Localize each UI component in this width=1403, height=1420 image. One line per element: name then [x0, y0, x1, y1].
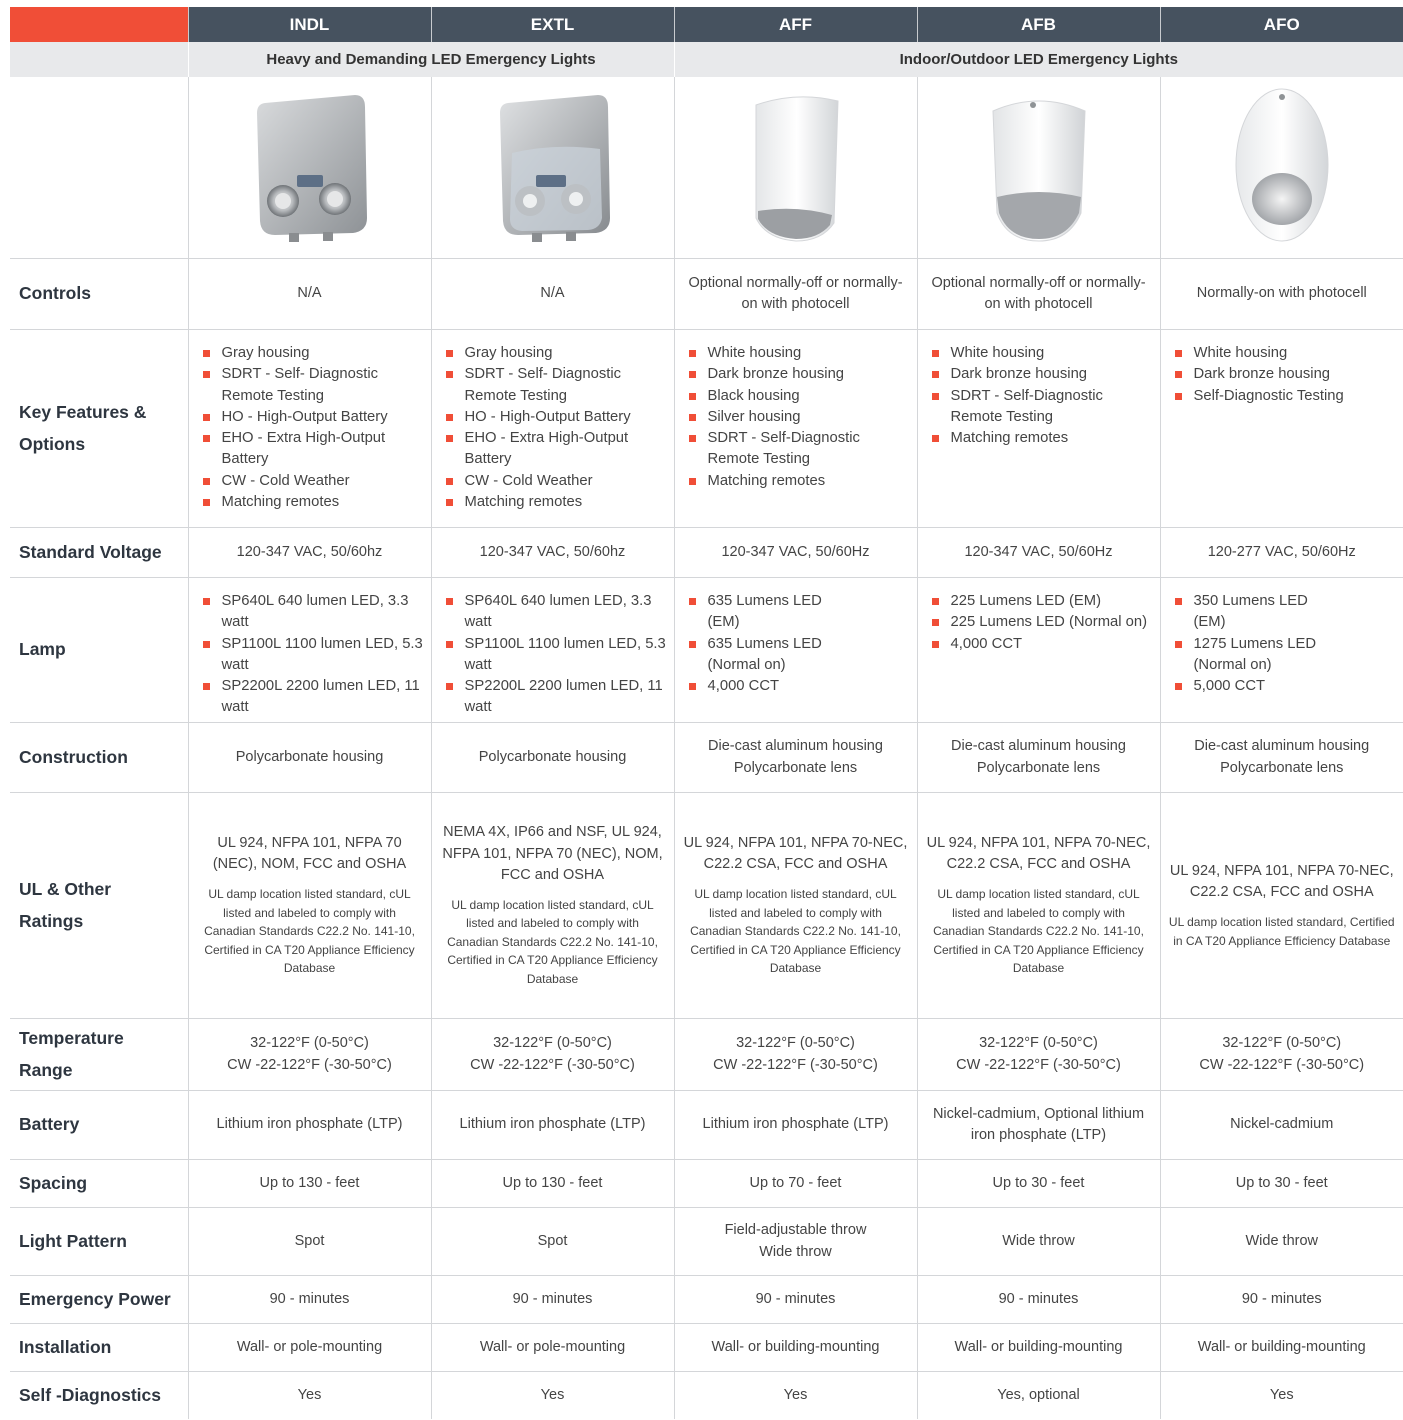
afo-fixture-image	[1160, 77, 1403, 259]
column-header-extl: EXTL	[431, 7, 674, 42]
ratings-note: UL damp location listed standard, cUL listed and labeled to comply with Canadian Standards C22.2 No. 141-10, Certified in CA T20 Appliance Efficiency Database	[690, 887, 901, 976]
list-item: SP2200L 2200 lumen LED, 11 watt	[202, 676, 425, 719]
column-header-afo: AFO	[1160, 7, 1403, 42]
row-temperature	[10, 1019, 1403, 1091]
row-label-installation: Installation	[10, 1324, 188, 1372]
diagnostics-extl: Yes	[431, 1372, 674, 1419]
ratings-indl	[188, 793, 431, 1019]
group-row	[10, 42, 1403, 77]
list-item: 1275 Lumens LED (Normal on)	[1174, 634, 1344, 677]
row-label-pattern: Light Pattern	[10, 1208, 188, 1276]
row-pattern	[10, 1208, 1403, 1276]
lamp-afo	[1160, 578, 1403, 723]
list-item: White housing	[931, 343, 1154, 364]
installation-extl: Wall- or pole-mounting	[431, 1324, 674, 1372]
row-spacing	[10, 1160, 1403, 1208]
ratings-aff	[674, 793, 917, 1019]
controls-indl: N/A	[188, 259, 431, 330]
controls-aff-text: Optional normally-off or normally-on with photocell	[688, 274, 903, 312]
list-item: SDRT - Self-Diagnostic Remote Testing	[688, 428, 911, 471]
list-item: 635 Lumens LED (EM)	[688, 591, 838, 634]
battery-indl: Lithium iron phosphate (LTP)	[188, 1091, 431, 1160]
list-item: HO - High-Output Battery	[202, 407, 425, 428]
construction-line: Die-cast aluminum housing	[1194, 738, 1370, 755]
lamp-indl	[188, 578, 431, 723]
temperature-extl	[431, 1019, 674, 1091]
spacing-indl: Up to 130 - feet	[188, 1160, 431, 1208]
ratings-note: UL damp location listed standard, cUL listed and labeled to comply with Canadian Standards C22.2 No. 141-10, Certified in CA T20 Appliance Efficiency Database	[447, 897, 658, 986]
battery-afo: Nickel-cadmium	[1160, 1091, 1403, 1160]
construction-aff	[674, 723, 917, 793]
installation-aff: Wall- or building-mounting	[674, 1324, 917, 1372]
temperature-aff	[674, 1019, 917, 1091]
list-item: 350 Lumens LED (EM)	[1174, 591, 1344, 634]
list-item: 225 Lumens LED (Normal on)	[931, 612, 1154, 633]
temperature-line: 32-122°F (0-50°C)	[250, 1035, 369, 1052]
temperature-line: CW -22-122°F (-30-50°C)	[1199, 1056, 1365, 1073]
list-item: 4,000 CCT	[688, 676, 838, 697]
list-item: SDRT - Self- Diagnostic Remote Testing	[202, 364, 425, 407]
installation-afo: Wall- or building-mounting	[1160, 1324, 1403, 1372]
features-indl	[188, 330, 431, 528]
voltage-indl: 120-347 VAC, 50/60hz	[188, 528, 431, 578]
list-item: SP640L 640 lumen LED, 3.3 watt	[445, 591, 668, 634]
construction-afb	[917, 723, 1160, 793]
row-label-controls: Controls	[10, 259, 188, 330]
battery-afb-text: Nickel-cadmium, Optional lithium iron phosphate (LTP)	[932, 1105, 1145, 1143]
row-lamp	[10, 578, 1403, 723]
temperature-line: CW -22-122°F (-30-50°C)	[470, 1056, 635, 1073]
voltage-afb: 120-347 VAC, 50/60Hz	[917, 528, 1160, 578]
features-afo	[1160, 330, 1403, 528]
afb-fixture-image	[917, 77, 1160, 259]
ratings-main: NEMA 4X, IP66 and NSF, UL 924, NFPA 101, NFPA 70 (NEC), NOM, FCC and OSHA	[442, 824, 663, 883]
ratings-afb	[917, 793, 1160, 1019]
extl-fixture-image	[431, 77, 674, 259]
list-item: White housing	[688, 343, 911, 364]
row-label-ratings: UL & Other Ratings	[10, 793, 188, 1019]
ratings-afo	[1160, 793, 1403, 1019]
list-item: SP640L 640 lumen LED, 3.3 watt	[202, 591, 425, 634]
list-item: Matching remotes	[445, 492, 668, 513]
installation-indl: Wall- or pole-mounting	[188, 1324, 431, 1372]
list-item: Matching remotes	[202, 492, 425, 513]
ratings-note: UL damp location listed standard, cUL listed and labeled to comply with Canadian Standards C22.2 No. 141-10, Certified in CA T20 Appliance Efficiency Database	[933, 887, 1144, 976]
controls-aff	[674, 259, 917, 330]
list-item: CW - Cold Weather	[202, 471, 425, 492]
pattern-indl	[188, 1208, 431, 1276]
diagnostics-indl: Yes	[188, 1372, 431, 1419]
group-blank-cell	[10, 42, 188, 77]
features-label-line1: Key Features &	[19, 402, 147, 422]
construction-line: Polycarbonate lens	[733, 759, 858, 776]
ratings-main: UL 924, NFPA 101, NFPA 70-NEC, C22.2 CSA, FCC and OSHA	[683, 835, 908, 873]
voltage-aff: 120-347 VAC, 50/60Hz	[674, 528, 917, 578]
construction-line: Polycarbonate housing	[478, 748, 627, 765]
construction-line: Polycarbonate lens	[1220, 759, 1344, 776]
power-afo: 90 - minutes	[1160, 1276, 1403, 1324]
row-battery	[10, 1091, 1403, 1160]
spacing-afo: Up to 30 - feet	[1160, 1160, 1403, 1208]
list-item: SDRT - Self-Diagnostic Remote Testing	[931, 386, 1154, 429]
row-label-temperature: Temperature Range	[10, 1019, 188, 1091]
product-comparison-table	[10, 7, 1403, 1419]
list-item: Gray housing	[202, 343, 425, 364]
features-afb	[917, 330, 1160, 528]
power-afb: 90 - minutes	[917, 1276, 1160, 1324]
features-extl	[431, 330, 674, 528]
header-row	[10, 7, 1403, 42]
group-label-indoor-outdoor: Indoor/Outdoor LED Emergency Lights	[674, 42, 1403, 77]
list-item: Matching remotes	[931, 428, 1154, 449]
power-aff: 90 - minutes	[674, 1276, 917, 1324]
diagnostics-aff: Yes	[674, 1372, 917, 1419]
list-item: 635 Lumens LED (Normal on)	[688, 634, 838, 677]
diagnostics-afb: Yes, optional	[917, 1372, 1160, 1419]
battery-afb	[917, 1091, 1160, 1160]
list-item: SP2200L 2200 lumen LED, 11 watt	[445, 676, 668, 719]
column-header-aff: AFF	[674, 7, 917, 42]
voltage-extl: 120-347 VAC, 50/60hz	[431, 528, 674, 578]
battery-aff: Lithium iron phosphate (LTP)	[674, 1091, 917, 1160]
row-power	[10, 1276, 1403, 1324]
temperature-indl	[188, 1019, 431, 1091]
ratings-note: UL damp location listed standard, cUL listed and labeled to comply with Canadian Standards C22.2 No. 141-10, Certified in CA T20 Appliance Efficiency Database	[204, 887, 415, 976]
pattern-afb	[917, 1208, 1160, 1276]
list-item: SP1100L 1100 lumen LED, 5.3 watt	[445, 634, 668, 677]
construction-indl	[188, 723, 431, 793]
temperature-afb	[917, 1019, 1160, 1091]
list-item: Matching remotes	[688, 471, 911, 492]
comparison-sheet	[10, 7, 1403, 1419]
spacing-afb: Up to 30 - feet	[917, 1160, 1160, 1208]
list-item: SP1100L 1100 lumen LED, 5.3 watt	[202, 634, 425, 677]
features-aff	[674, 330, 917, 528]
group-label-heavy: Heavy and Demanding LED Emergency Lights	[188, 42, 674, 77]
pattern-line: Field-adjustable throw	[724, 1222, 867, 1239]
pattern-line: Wide throw	[759, 1243, 832, 1260]
column-header-afb: AFB	[917, 7, 1160, 42]
list-item: EHO - Extra High-Output Battery	[445, 428, 668, 471]
row-label-construction: Construction	[10, 723, 188, 793]
temperature-afo	[1160, 1019, 1403, 1091]
ratings-main: UL 924, NFPA 101, NFPA 70-NEC, C22.2 CSA, FCC and OSHA	[1169, 862, 1394, 900]
list-item: White housing	[1174, 343, 1398, 364]
spacing-aff: Up to 70 - feet	[674, 1160, 917, 1208]
list-item: CW - Cold Weather	[445, 471, 668, 492]
row-installation	[10, 1324, 1403, 1372]
accent-corner	[10, 7, 188, 42]
row-label-voltage: Standard Voltage	[10, 528, 188, 578]
row-voltage	[10, 528, 1403, 578]
diagnostics-afo: Yes	[1160, 1372, 1403, 1419]
installation-afb: Wall- or building-mounting	[917, 1324, 1160, 1372]
list-item: Dark bronze housing	[688, 364, 911, 385]
temperature-line: 32-122°F (0-50°C)	[493, 1035, 612, 1052]
list-item: Dark bronze housing	[1174, 364, 1398, 385]
temperature-line: CW -22-122°F (-30-50°C)	[713, 1056, 878, 1073]
column-header-indl: INDL	[188, 7, 431, 42]
temperature-line: CW -22-122°F (-30-50°C)	[227, 1056, 392, 1073]
row-controls	[10, 259, 1403, 330]
row-features	[10, 330, 1403, 528]
list-item: Dark bronze housing	[931, 364, 1154, 385]
construction-line: Die-cast aluminum housing	[951, 738, 1126, 755]
list-item: 5,000 CCT	[1174, 676, 1344, 697]
row-ratings	[10, 793, 1403, 1019]
pattern-afo	[1160, 1208, 1403, 1276]
power-extl: 90 - minutes	[431, 1276, 674, 1324]
construction-line: Polycarbonate housing	[235, 748, 384, 765]
controls-afb	[917, 259, 1160, 330]
list-item: Black housing	[688, 386, 911, 407]
list-item: Gray housing	[445, 343, 668, 364]
pattern-extl	[431, 1208, 674, 1276]
controls-afo: Normally-on with photocell	[1160, 259, 1403, 330]
temperature-line: CW -22-122°F (-30-50°C)	[956, 1056, 1121, 1073]
list-item: Self-Diagnostic Testing	[1174, 386, 1398, 407]
lamp-extl	[431, 578, 674, 723]
pattern-line: Spot	[294, 1232, 325, 1249]
row-label-power: Emergency Power	[10, 1276, 188, 1324]
controls-afb-text: Optional normally-off or normally-on with photocell	[931, 274, 1146, 312]
list-item: HO - High-Output Battery	[445, 407, 668, 428]
temperature-line: 32-122°F (0-50°C)	[736, 1035, 855, 1052]
row-label-battery: Battery	[10, 1091, 188, 1160]
row-label-diagnostics: Self -Diagnostics	[10, 1372, 188, 1419]
pattern-line: Wide throw	[1245, 1232, 1319, 1249]
construction-line: Polycarbonate lens	[976, 759, 1101, 776]
features-label-line2: Options	[19, 433, 86, 454]
row-label-features	[10, 330, 188, 528]
list-item: EHO - Extra High-Output Battery	[202, 428, 425, 471]
construction-afo	[1160, 723, 1403, 793]
row-label-spacing: Spacing	[10, 1160, 188, 1208]
ratings-note: UL damp location listed standard, Certified in CA T20 Appliance Efficiency Database	[1168, 914, 1395, 948]
aff-fixture-image	[674, 77, 917, 259]
ratings-extl	[431, 793, 674, 1019]
voltage-afo: 120-277 VAC, 50/60Hz	[1160, 528, 1403, 578]
temperature-line: 32-122°F (0-50°C)	[1222, 1035, 1342, 1052]
list-item: 4,000 CCT	[931, 634, 1154, 655]
battery-extl: Lithium iron phosphate (LTP)	[431, 1091, 674, 1160]
lamp-afb	[917, 578, 1160, 723]
list-item: Silver housing	[688, 407, 911, 428]
spacing-extl: Up to 130 - feet	[431, 1160, 674, 1208]
image-row-label	[10, 77, 188, 259]
indl-fixture-image	[188, 77, 431, 259]
ratings-main: UL 924, NFPA 101, NFPA 70 (NEC), NOM, FCC and OSHA	[212, 835, 407, 873]
ratings-main: UL 924, NFPA 101, NFPA 70-NEC, C22.2 CSA, FCC and OSHA	[926, 835, 1151, 873]
pattern-line: Spot	[537, 1232, 568, 1249]
row-diagnostics	[10, 1372, 1403, 1419]
list-item: 225 Lumens LED (EM)	[931, 591, 1154, 612]
construction-extl	[431, 723, 674, 793]
row-label-lamp: Lamp	[10, 578, 188, 723]
power-indl: 90 - minutes	[188, 1276, 431, 1324]
pattern-line: Wide throw	[1002, 1232, 1075, 1249]
list-item: SDRT - Self- Diagnostic Remote Testing	[445, 364, 668, 407]
pattern-aff	[674, 1208, 917, 1276]
lamp-aff	[674, 578, 917, 723]
controls-extl: N/A	[431, 259, 674, 330]
image-row	[10, 77, 1403, 259]
temperature-line: 32-122°F (0-50°C)	[979, 1035, 1098, 1052]
construction-line: Die-cast aluminum housing	[708, 738, 883, 755]
row-construction	[10, 723, 1403, 793]
